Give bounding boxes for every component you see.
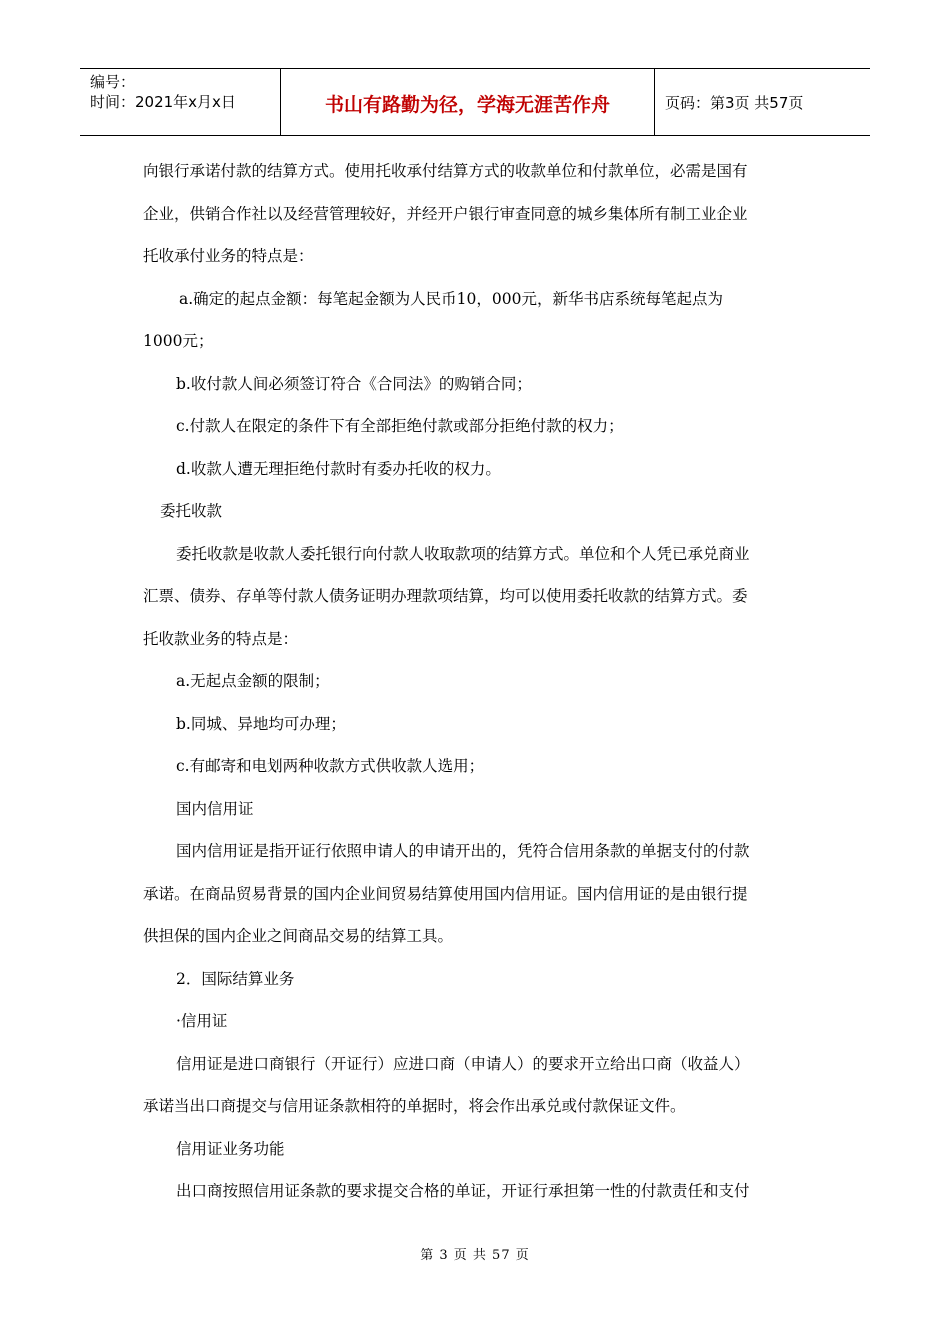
section-heading: 2．国际结算业务	[176, 969, 295, 988]
list-item: a.无起点金额的限制；	[176, 672, 330, 690]
paragraph-line: 1000元；	[143, 332, 214, 350]
paragraph-line: 供担保的国内企业之间商品交易的结算工具。	[143, 927, 454, 945]
paragraph-line: 企业，供销合作社以及经营管理较好，并经开户银行审查同意的城乡集体所有制工业企业	[143, 204, 748, 223]
paragraph-line: 承诺。在商品贸易背景的国内企业间贸易结算使用国内信用证。国内信用证的是由银行提	[143, 884, 748, 903]
paragraph-line: 国内信用证是指开证行依照申请人的申请开出的，凭符合信用条款的单据支付的付款	[176, 842, 750, 860]
section-heading: ·信用证	[176, 1012, 228, 1030]
section-heading: 国内信用证	[176, 799, 254, 818]
header-motto: 书山有路勤为径，学海无涯苦作舟	[281, 69, 655, 135]
paragraph-line: 信用证是进口商银行（开证行）应进口商（申请人）的要求开立给出口商（收益人）	[176, 1054, 750, 1073]
list-item: b.同城、异地均可办理；	[176, 714, 346, 733]
list-item: d.收款人遭无理拒绝付款时有委办托收的权力。	[176, 459, 501, 478]
number-label: 编号：	[90, 73, 136, 91]
header-page-label: 页码：第3页 共57页	[665, 93, 804, 112]
list-item: b.收付款人间必须签订符合《合同法》的购销合同；	[176, 374, 532, 393]
section-heading: 信用证业务功能	[176, 1139, 285, 1158]
paragraph-line: 承诺当出口商提交与信用证条款相符的单据时，将会作出承兑或付款保证文件。	[143, 1097, 686, 1115]
paragraph-line: 托收承付业务的特点是：	[143, 247, 314, 265]
page-footer: 第 3 页 共 57 页	[420, 1248, 530, 1263]
paragraph-line: 托收款业务的特点是：	[143, 629, 299, 648]
paragraph-line: 汇票、债券、存单等付款人债务证明办理款项结算，均可以使用委托收款的结算方式。委	[143, 587, 748, 605]
paragraph-line: 出口商按照信用证条款的要求提交合格的单证，开证行承担第一性的付款责任和支付	[176, 1182, 750, 1200]
page-header	[80, 68, 870, 136]
document-body	[143, 150, 813, 1213]
time-label: 时间：2021年x月x日	[90, 93, 236, 111]
list-item: a.确定的起点金额：每笔起金额为人民币10，000元，新华书店系统每笔起点为	[179, 289, 723, 308]
list-item: c.付款人在限定的条件下有全部拒绝付款或部分拒绝付款的权力；	[176, 417, 624, 435]
header-meta	[80, 69, 281, 135]
list-item: c.有邮寄和电划两种收款方式供收款人选用；	[176, 757, 485, 775]
section-heading: 委托收款	[160, 502, 223, 520]
paragraph-line: 委托收款是收款人委托银行向付款人收取款项的结算方式。单位和个人凭已承兑商业	[176, 544, 750, 563]
paragraph-line: 向银行承诺付款的结算方式。使用托收承付结算方式的收款单位和付款单位，必需是国有	[143, 162, 748, 180]
